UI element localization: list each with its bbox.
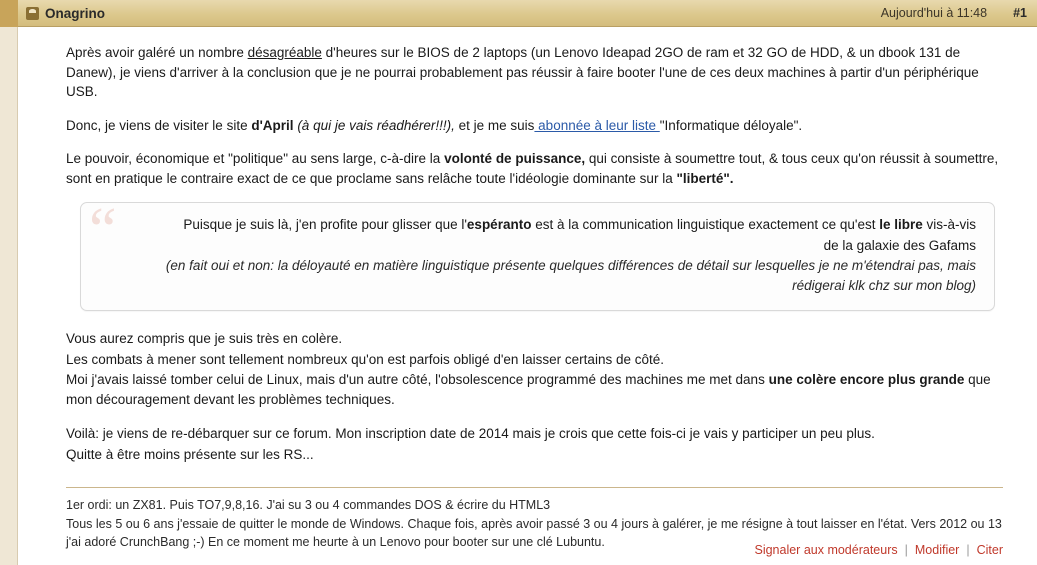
post-body [18,27,1037,565]
quote-line1-c: vis-à-vis [922,217,976,233]
gutter-header-block [0,0,18,27]
para2-text-a: Donc, je viens de visiter le site [66,117,252,133]
report-to-moderators-link[interactable]: Signaler aux modérateurs [754,543,898,557]
post-paragraph-3 [66,149,1003,188]
para3-text-a: Le pouvoir, économique et "politique" au sens large, c-à-dire la [66,151,445,167]
edit-post-link[interactable]: Modifier [914,543,960,557]
quote-line1-b: est à la communication linguistique exactement ce qu'est [531,217,880,233]
quote-box [80,196,995,311]
para4-bold-colere: une colère encore plus grande [768,371,965,387]
para4-line3-a: Moi j'avais laissé tomber celui de Linux, mais d'un autre côté, l'obsolescence programmé des machines me met dans [66,371,769,387]
signature-line-2: Tous les 5 ou 6 ans j'essaie de quitter le monde de Windows. Chaque fois, après avoir passé 3 ou 4 jours à galérer, je me résigne à tout laisser en l'état. Vers 2012 ou 13 j'ai adoré CrunchBang ;-) En ce moment me heurte à un Lenovo pour booter sur une clé Lubuntu. [66,516,1002,550]
user-avatar-icon [26,7,39,20]
para5-line-2: Quitte à être moins présente sur les RS... [66,446,314,462]
post-author-name[interactable]: Onagrino [45,5,105,21]
post-header-bar [18,0,1037,27]
para1-underlined-word: désagréable [247,45,322,60]
para3-bold-liberte: "liberté". [676,170,734,186]
para2-bold-april: d'April [251,117,294,133]
para4-line-1: Vous aurez compris que je suis très en colère. [66,331,343,347]
signature-divider [66,487,1003,488]
para4-line3-b: que mon découragement devant les problèmes techniques. [66,371,991,408]
para4-line-3 [66,370,1003,411]
para2-italic-note: (à qui je vais réadhérer!!!), [293,117,455,133]
post-number[interactable]: #1 [1013,6,1027,20]
post-paragraph-5 [66,424,1003,465]
post-paragraph-2 [66,116,1003,136]
post-actions [754,543,1003,557]
para3-bold-volonte: volonté de puissance, [444,151,586,167]
quote-line-4: rédigerai klk chz sur mon blog) [792,278,976,294]
para2-text-c: "Informatique déloyale". [659,117,803,133]
post-paragraph-4 [66,329,1003,410]
para5-line-1: Voilà: je viens de re-débarquer sur ce forum. Mon inscription date de 2014 mais je crois que cette fois-ci je vais y participer un peu plus. [66,426,875,442]
post-timestamp[interactable]: Aujourd'hui à 11:48 [880,6,988,20]
post-paragraph-1 [66,43,1003,102]
quote-bold-esperanto: espéranto [466,217,532,233]
quote-line1-a: Puisque je suis là, j'en profite pour glisser que l' [183,217,467,233]
post-header-meta [881,6,1027,20]
left-gutter [0,0,18,565]
post-author-block[interactable] [26,6,105,21]
action-separator-1: | [904,543,908,557]
quote-mark-icon: “ [89,196,117,265]
quote-line-1 [133,215,976,235]
signature-line-1: 1er ordi: un ZX81. Puis TO7,9,8,16. J'ai su 3 ou 4 commandes DOS & écrire du HTML3 [66,497,551,512]
para2-text-b: et je me suis [454,117,535,133]
quote-line-3: (en fait oui et non: la déloyauté en matière linguistique présente quelques différences de détail sur lesquelles je ne m'étendrai pas, mais [165,257,976,273]
para1-text-b: d'heures sur le BIOS de 2 laptops (un Lenovo Ideapad 2GO de ram et 32 GO de HDD, & un dbook 131 de Danew), je viens d'arriver à la conclusion que je ne pourrai probablement pas réussir à faire booter l'une de ces deux machines à partir d'un périphérique USB. [66,45,979,100]
quote-bold-lelibre: le libre [879,217,923,233]
para3-text-b: qui consiste à soumettre tout, & tous ceux qu'on réussit à soumettre, sont en pratique le contraire exact de ce que proclame sans relâche toute l'idéologie dominante sur la [66,151,999,186]
para1-text-a: Après avoir galéré un nombre [66,45,248,60]
mailing-list-link[interactable]: abonnée à leur liste [534,117,660,133]
action-separator-2: | [966,543,970,557]
para4-line-2: Les combats à mener sont tellement nombreux qu'on est parfois obligé d'en laisser certains de côté. [66,351,664,367]
quote-line-2: de la galaxie des Gafams [823,237,976,253]
quote-post-link[interactable]: Citer [976,543,1003,557]
